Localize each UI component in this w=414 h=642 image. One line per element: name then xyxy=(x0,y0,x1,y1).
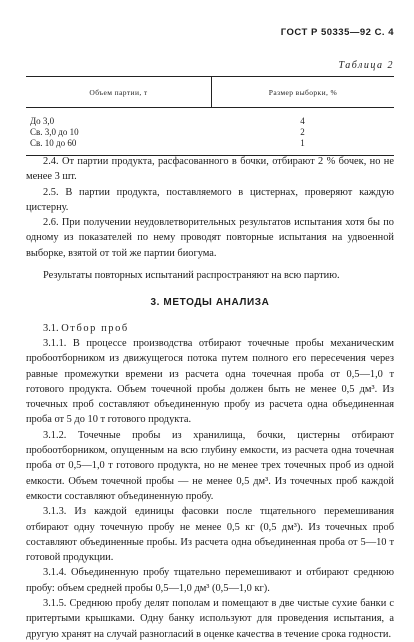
paragraph-2-5: 2.5. В партии продукта, поставляемого в цистернах, проверяют каждую цистерну. xyxy=(26,186,394,213)
page-header: ГОСТ Р 50335—92 С. 4 xyxy=(280,27,394,38)
lot-volume-cell: Св. 3,0 до 10 xyxy=(30,127,79,137)
paragraph-3-1-5: 3.1.5. Среднюю пробу делят пополам и помещают в две чистые сухие банки с притертыми крышками. Одну банку используют для проведения испытания, а другую хранят на случай разногласий в оценке качества в течение срока годности. xyxy=(26,598,394,640)
paragraph-3-1-heading xyxy=(26,321,394,336)
column-header-sample-size: Размер выборки, % xyxy=(268,87,338,97)
section-title: 3. МЕТОДЫ АНАЛИЗА xyxy=(150,297,270,309)
table-header-row xyxy=(26,77,394,108)
paragraph-2-6-results: Результаты повторных испытаний распространяют на всю партию. xyxy=(43,270,340,282)
subsection-title: Отбор проб xyxy=(61,322,129,334)
paragraph-3-1-3: 3.1.3. Из каждой единицы фасовки после тщательного перемешивания отбирают одну точечную пробу не менее 0,5 кг (0,5 дм³). Из точечных проб составляют объединенные пробы. Из расчета одна объединенная проба от 5—10 т готовой продукции. xyxy=(26,506,394,564)
sample-size-cell: 1 xyxy=(300,138,305,148)
document-body xyxy=(26,154,394,642)
paragraph-2-4: 2.4. От партии продукта, расфасованного в бочки, отбирают 2 % бочек, но не менее 3 шт. xyxy=(26,156,394,183)
lot-volume-cell: До 3,0 xyxy=(30,116,55,126)
sample-size-cell: 2 xyxy=(300,127,305,137)
table-row xyxy=(26,138,394,149)
subsection-number: 3.1. xyxy=(43,322,59,334)
column-header-lot-volume: Объем партии, т xyxy=(26,77,212,107)
lot-volume-cell: Св. 10 до 60 xyxy=(30,138,77,148)
table-caption: Таблица 2 xyxy=(338,60,394,71)
paragraph-3-1-4: 3.1.4. Объединенную пробу тщательно перемешивают и отбирают среднюю пробу: объем средней пробы 0,5—1,0 дм³ (0,5—1,0 кг). xyxy=(26,567,394,594)
table-row xyxy=(26,116,394,127)
table-row xyxy=(26,127,394,138)
paragraph-3-1-2: 3.1.2. Точечные пробы из хранилища, бочки, цистерны отбирают пробоотборником, опущенным на всю глубину емкости, из расчета одна точечная проба от 0,5—1,0 т готового продукта, но не менее трех точечных проб из одной емкости. Объем точечной пробы — не менее 0,5 дм³. Из точечных проб каждой емкости составляют объединенную пробу. xyxy=(26,429,394,502)
lot-size-table xyxy=(26,76,394,156)
table-body xyxy=(26,108,394,155)
paragraph-2-6: 2.6. При получении неудовлетворительных результатов испытания хотя бы по одному из показателей по нему проводят повторные испытания на удвоенной выборке, взятой от той же партии биогума. xyxy=(26,217,394,259)
sample-size-cell: 4 xyxy=(300,116,305,126)
paragraph-3-1-1: 3.1.1. В процессе производства отбирают точечные пробы механическим пробоотборником из движущегося потока путем полного его пересечения через равные промежутки времени из расчета одна точечная проба от 0,5—1,0 т готового продукта. Объем точечной пробы должен быть не менее 0,5 дм³. Из точечных проб составляют объединенную пробу из расчета одна объединенная проба от 5 до 10 т готового продукта. xyxy=(26,337,394,426)
